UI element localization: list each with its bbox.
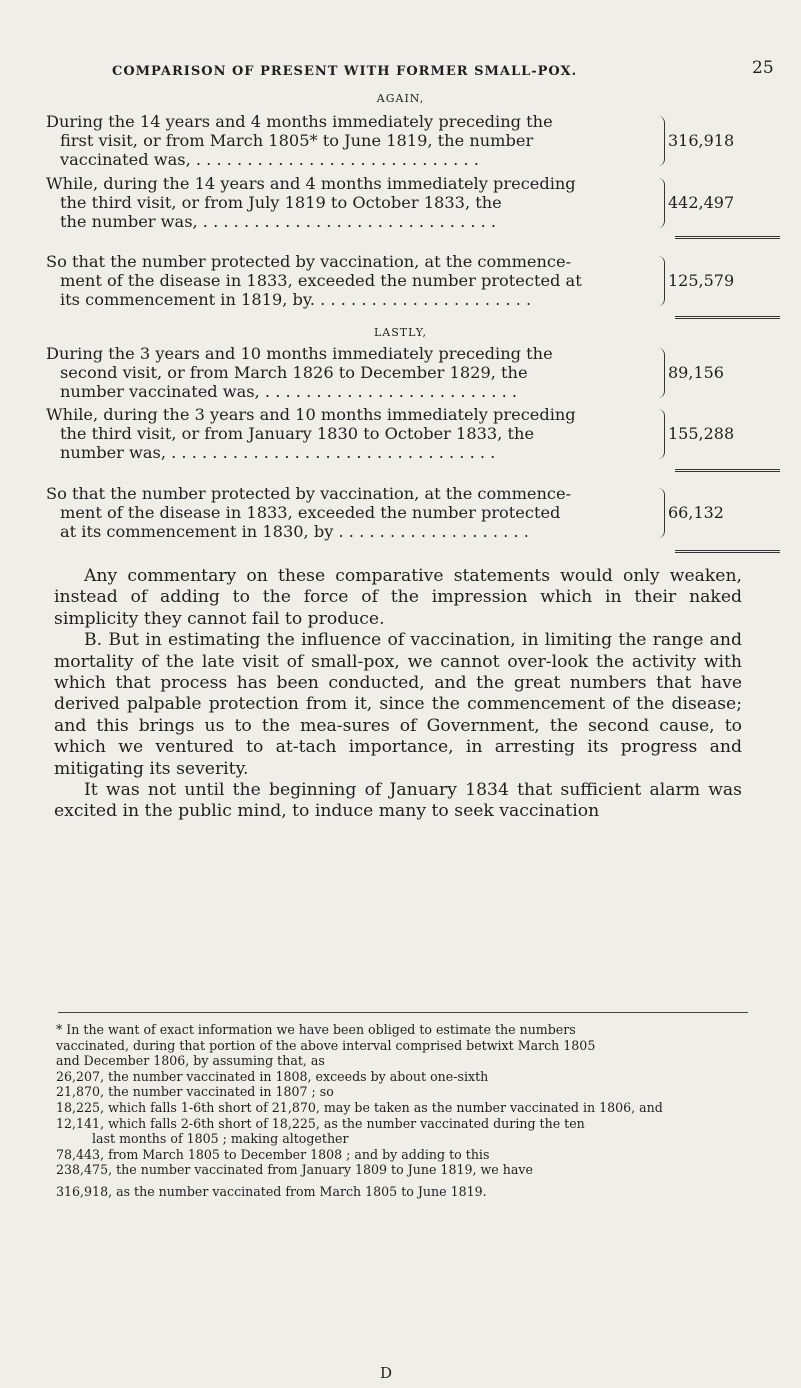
double-rule bbox=[675, 550, 780, 553]
statement-line: its commencement in 1819, by. . . . . . . . . . . . . . . . . . . . . . bbox=[60, 290, 532, 309]
statement-figure: 66,132 bbox=[668, 503, 724, 522]
statement-line: the third visit, or from January 1830 to October 1833, the bbox=[60, 424, 535, 443]
statement-figure: 125,579 bbox=[668, 271, 735, 290]
footnote-line: 18,225, which falls 1-6th short of 21,870, may be taken as the number vaccinated in 1806, and bbox=[56, 1099, 663, 1115]
running-head: COMPARISON OF PRESENT WITH FORMER SMALL-POX. bbox=[112, 64, 578, 79]
statement-1 bbox=[46, 112, 746, 169]
statement-line: While, during the 14 years and 4 months immediately preceding bbox=[46, 174, 576, 193]
brace bbox=[658, 488, 665, 538]
double-rule bbox=[675, 236, 780, 239]
statement-line: vaccinated was, . . . . . . . . . . . . . . . . . . . . . . . . . . . . bbox=[60, 150, 479, 169]
double-rule bbox=[675, 316, 780, 319]
paragraph: It was not until the beginning of January 1834 that sufficient alarm was excited in the public mind, to induce many to seek vaccination bbox=[54, 780, 742, 822]
statement-6 bbox=[46, 484, 746, 541]
paragraph: B. But in estimating the influence of vaccination, in limiting the range and mortality of the late visit of small-pox, we cannot over-look the activity with which that process has been conducted, and the great numbers that have derived palpable protection from it, since the commencement of the disease; and this brings us to the mea-sures of Government, the second cause, to which we ventured to at-tach importance, in arresting its progress and mitigating its severity. bbox=[54, 630, 742, 779]
footnote bbox=[56, 1022, 756, 1200]
footnote-line: 12,141, which falls 2-6th short of 18,225, as the number vaccinated during the ten bbox=[56, 1115, 585, 1131]
statement-figure: 316,918 bbox=[668, 131, 735, 150]
footnote-rule bbox=[58, 1012, 748, 1013]
statement-line: ment of the disease in 1833, exceeded the number protected bbox=[60, 503, 561, 522]
statement-line: So that the number protected by vaccination, at the commence- bbox=[46, 252, 572, 271]
brace bbox=[658, 348, 665, 398]
footnote-line: 238,475, the number vaccinated from January 1809 to June 1819, we have bbox=[56, 1162, 533, 1178]
statement-figure: 442,497 bbox=[668, 193, 735, 212]
statement-2 bbox=[46, 174, 746, 231]
again-heading: AGAIN, bbox=[376, 92, 425, 105]
footnote-line: 78,443, from March 1805 to December 1808 ; and by adding to this bbox=[56, 1146, 490, 1162]
statement-line: number was, . . . . . . . . . . . . . . . . . . . . . . . . . . . . . . . . bbox=[60, 443, 496, 462]
footnote-line: and December 1806, by assuming that, as bbox=[56, 1053, 325, 1069]
statement-figure: 155,288 bbox=[668, 424, 735, 443]
statement-figure: 89,156 bbox=[668, 363, 724, 382]
signature-mark: D bbox=[380, 1364, 393, 1382]
statement-line: While, during the 3 years and 10 months immediately preceding bbox=[46, 405, 576, 424]
footnote-line: * In the want of exact information we have been obliged to estimate the numbers bbox=[56, 1022, 576, 1037]
statement-line: at its commencement in 1830, by . . . . . . . . . . . . . . . . . . . bbox=[60, 522, 529, 541]
lastly-heading: LASTLY, bbox=[373, 326, 428, 339]
double-rule bbox=[675, 469, 780, 472]
statement-line: the number was, . . . . . . . . . . . . . . . . . . . . . . . . . . . . . bbox=[60, 212, 497, 231]
footnote-line: last months of 1805 ; making altogether bbox=[56, 1131, 349, 1147]
statement-line: number vaccinated was, . . . . . . . . . . . . . . . . . . . . . . . . . bbox=[60, 382, 518, 401]
statement-line: During the 3 years and 10 months immediately preceding the bbox=[46, 344, 553, 363]
body-text bbox=[54, 566, 742, 823]
statement-line: the third visit, or from July 1819 to October 1833, the bbox=[60, 193, 502, 212]
brace bbox=[658, 178, 665, 228]
footnote-line: 21,870, the number vaccinated in 1807 ; so bbox=[56, 1084, 334, 1100]
statement-line: first visit, or from March 1805* to June 1819, the number bbox=[60, 131, 534, 150]
brace bbox=[658, 256, 665, 306]
brace bbox=[658, 409, 665, 459]
statement-5 bbox=[46, 405, 746, 462]
brace bbox=[658, 116, 665, 166]
statement-line: second visit, or from March 1826 to December 1829, the bbox=[60, 363, 528, 382]
statement-3 bbox=[46, 252, 746, 309]
footnote-line: 26,207, the number vaccinated in 1808, exceeds by about one-sixth bbox=[56, 1068, 489, 1084]
statement-line: During the 14 years and 4 months immediately preceding the bbox=[46, 112, 553, 131]
statement-line: So that the number protected by vaccination, at the commence- bbox=[46, 484, 572, 503]
paragraph: Any commentary on these comparative statements would only weaken, instead of adding to the force of the impression which in their naked simplicity they cannot fail to produce. bbox=[54, 566, 742, 629]
footnote-line: vaccinated, during that portion of the above interval comprised betwixt March 1805 bbox=[56, 1037, 596, 1053]
statement-line: ment of the disease in 1833, exceeded the number protected at bbox=[60, 271, 582, 290]
footnote-line: 316,918, as the number vaccinated from March 1805 to June 1819. bbox=[56, 1183, 487, 1199]
page-number: 25 bbox=[752, 58, 774, 78]
statement-4 bbox=[46, 344, 746, 401]
